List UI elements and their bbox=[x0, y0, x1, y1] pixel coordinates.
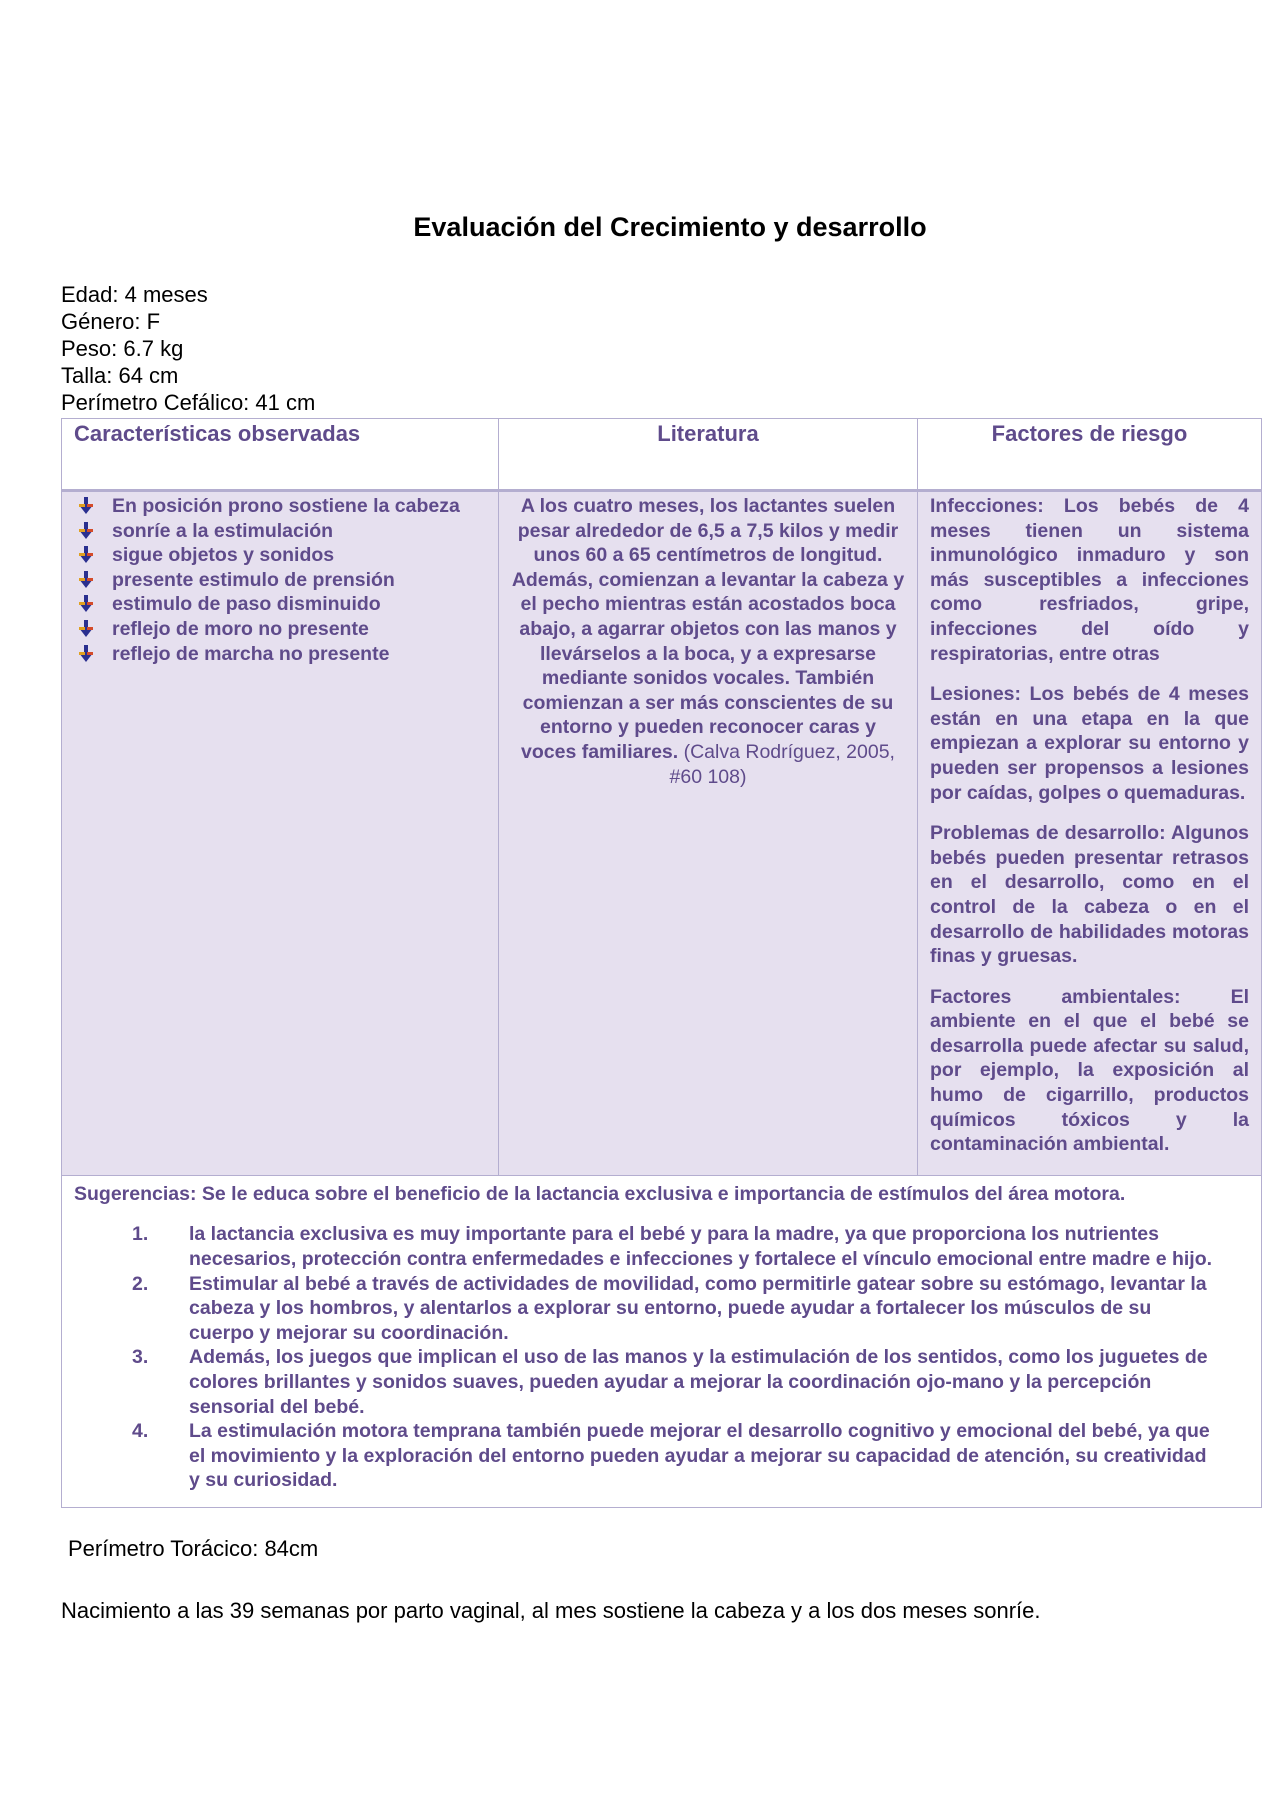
arrow-down-icon bbox=[76, 546, 96, 564]
sugerencias-cell bbox=[62, 1175, 1262, 1507]
perimetro-cefalico-field: Perímetro Cefálico: 41 cm bbox=[61, 390, 316, 415]
list-item-text: presente estimulo de prensión bbox=[112, 568, 395, 591]
page-title: Evaluación del Crecimiento y desarrollo bbox=[413, 212, 927, 242]
sugerencias-row bbox=[62, 1175, 1262, 1507]
list-item-text: reflejo de moro no presente bbox=[112, 617, 369, 640]
literatura-citation: (Calva Rodríguez, 2005, #60 108) bbox=[669, 740, 895, 788]
arrow-down-icon bbox=[76, 595, 96, 613]
list-item bbox=[74, 543, 486, 568]
list-item-text: reflejo de marcha no presente bbox=[112, 642, 390, 665]
patient-info bbox=[61, 281, 315, 416]
factor-ambientales: Factores ambientales: El ambiente en el que el bebé se desarrolla puede afectar su salud, por ejemplo, la exposición al humo de cigarrillo, productos químicos tóxicos y la contaminación ambiental. bbox=[930, 985, 1249, 1156]
list-item-text: sonríe a la estimulación bbox=[112, 519, 334, 542]
list-item bbox=[74, 1419, 1249, 1493]
table-body-row bbox=[62, 491, 1262, 1176]
literatura-cell bbox=[499, 491, 918, 1176]
header-factores: Factores de riesgo bbox=[918, 419, 1262, 491]
peso-field: Peso: 6.7 kg bbox=[61, 336, 184, 361]
sugerencias-intro: Sugerencias: Se le educa sobre el beneficio de la lactancia exclusiva e importancia de estímulos del área motora. bbox=[74, 1182, 1126, 1205]
factor-lesiones: Lesiones: Los bebés de 4 meses están en una etapa en la que empiezan a explorar su entorno y pueden ser propensos a lesiones por caídas, golpes o quemaduras. bbox=[930, 683, 1249, 804]
evaluation-table bbox=[61, 418, 1262, 1508]
nacimiento-note: Nacimiento a las 39 semanas por parto vaginal, al mes sostiene la cabeza y a los dos meses sonríe. bbox=[61, 1598, 1041, 1623]
list-item-text: La estimulación motora temprana también puede mejorar el desarrollo cognitivo y emocional del bebé, ya que el movimiento y la exploración del entorno pueden ayudar a mejorar su capacidad de atención, su creatividad y su curiosidad. bbox=[189, 1420, 1210, 1492]
caracteristicas-cell bbox=[62, 491, 499, 1176]
genero-field: Género: F bbox=[61, 309, 161, 334]
edad-field: Edad: 4 meses bbox=[61, 282, 208, 307]
list-item bbox=[74, 592, 486, 617]
list-item-text: estimulo de paso disminuido bbox=[112, 593, 381, 616]
list-item-number: 2. bbox=[132, 1272, 149, 1295]
list-item bbox=[74, 494, 486, 519]
arrow-down-icon bbox=[76, 497, 96, 515]
list-item-number: 3. bbox=[132, 1346, 149, 1369]
list-item-text: sigue objetos y sonidos bbox=[112, 544, 335, 567]
list-item bbox=[74, 642, 486, 667]
factores-cell bbox=[918, 491, 1262, 1176]
caracteristicas-list bbox=[74, 494, 486, 666]
literatura-text: A los cuatro meses, los lactantes suelen pesar alrededor de 6,5 a 7,5 kilos y medir unos 60 a 65 centímetros de longitud. Además, comienzan a levantar la cabeza y el pecho mientras están acostados boca abajo, a agarrar objetos con las manos y llevárselos a la boca, y a expresarse mediante sonidos vocales. También comienzan a ser más conscientes de su entorno y pueden reconocer caras y voces familiares. bbox=[511, 495, 905, 763]
talla-field: Talla: 64 cm bbox=[61, 363, 179, 388]
header-caracteristicas: Características observadas bbox=[62, 419, 499, 491]
list-item-number: 1. bbox=[132, 1223, 149, 1246]
list-item-text: Además, los juegos que implican el uso de las manos y la estimulación de los sentidos, como los juguetes de colores brillantes y sonidos suaves, pueden ayudar a mejorar la coordinación ojo-mano y la percepción sensorial del bebé. bbox=[189, 1346, 1208, 1418]
list-item bbox=[74, 1272, 1249, 1346]
arrow-down-icon bbox=[76, 620, 96, 638]
list-item-text: En posición prono sostiene la cabeza bbox=[112, 495, 460, 517]
factor-infecciones: Infecciones: Los bebés de 4 meses tienen un sistema inmunológico inmaduro y son más susceptibles a infecciones como resfriados, gripe, infecciones del oído y respiratorias, entre otras bbox=[930, 495, 1249, 665]
arrow-down-icon bbox=[76, 522, 96, 540]
list-item-number: 4. bbox=[132, 1420, 149, 1443]
list-item bbox=[74, 1222, 1249, 1271]
header-literatura: Literatura bbox=[499, 419, 918, 491]
factor-desarrollo: Problemas de desarrollo: Algunos bebés pueden presentar retrasos en el desarrollo, como en el control de la cabeza o en el desarrollo de habilidades motoras finas y gruesas. bbox=[930, 822, 1249, 968]
arrow-down-icon bbox=[76, 645, 96, 663]
list-item-text: la lactancia exclusiva es muy importante para el bebé y para la madre, ya que proporciona los nutrientes necesarios, protección contra enfermedades e infecciones y fortalece el vínculo emocional entre madre e hijo. bbox=[189, 1223, 1213, 1271]
arrow-down-icon bbox=[76, 571, 96, 589]
list-item bbox=[74, 519, 486, 544]
perimetro-toracico: Perímetro Torácico: 84cm bbox=[68, 1536, 319, 1561]
sugerencias-list bbox=[74, 1222, 1249, 1493]
table-header-row bbox=[62, 419, 1262, 491]
list-item-text: Estimular al bebé a través de actividades de movilidad, como permitirle gatear sobre su estómago, levantar la cabeza y los hombros, y alentarlos a explorar su entorno, puede ayudar a fortalecer los músculos de su cuerpo y mejorar su coordinación. bbox=[189, 1272, 1207, 1344]
list-item bbox=[74, 568, 486, 593]
list-item bbox=[74, 1345, 1249, 1419]
list-item bbox=[74, 617, 486, 642]
